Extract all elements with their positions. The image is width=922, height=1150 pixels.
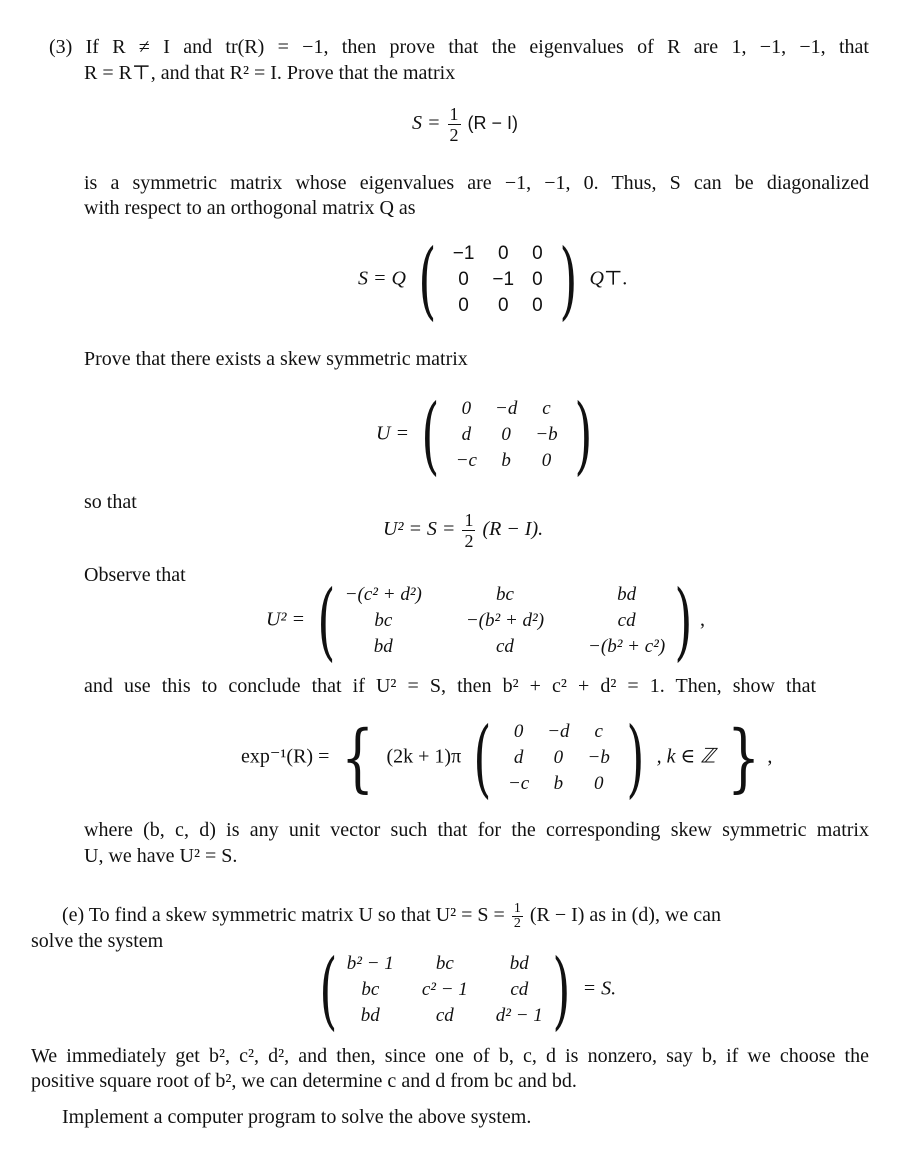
pe-immediate-line2: positive square root of b², we can determine c and d from bc and bd. xyxy=(31,1070,577,1092)
comma: , xyxy=(699,608,705,631)
cell: cd xyxy=(617,610,636,631)
exp-matrix xyxy=(499,719,619,797)
left-paren: ( xyxy=(418,231,437,329)
cell: bd xyxy=(373,636,393,657)
cell: b xyxy=(553,773,564,794)
cell: b² − 1 xyxy=(346,953,394,974)
p3-where-line1: where (b, c, d) is any unit vector such that for the corresponding skew symmetric matrix xyxy=(84,819,869,841)
cell: cd xyxy=(510,979,529,1000)
cell: −1 xyxy=(492,269,515,290)
p3-sym-line2: with respect to an orthogonal matrix Q as xyxy=(84,197,416,219)
eq-exp-lhs: exp⁻¹(R) = xyxy=(241,745,330,768)
cell: c xyxy=(542,398,551,419)
eq-u2-fraction xyxy=(462,510,475,551)
comma: , xyxy=(767,745,773,768)
eq-exp-inverse xyxy=(241,709,773,807)
cell: bd xyxy=(509,953,529,974)
eq-u2-rhs: (R − I). xyxy=(482,518,544,541)
cell: 0 xyxy=(532,243,543,264)
right-paren: ) xyxy=(674,572,693,670)
eq-diagonalization xyxy=(358,231,628,329)
cell: bc xyxy=(361,979,380,1000)
cell: −b xyxy=(535,424,558,445)
cell: −(b² + c²) xyxy=(588,636,666,657)
cell: 0 xyxy=(458,295,469,316)
frac-den: 2 xyxy=(449,125,459,145)
cell: 0 xyxy=(461,398,472,419)
left-paren: ( xyxy=(421,386,440,484)
left-brace: { xyxy=(341,715,375,801)
frac-den: 2 xyxy=(513,916,521,931)
cell: 0 xyxy=(541,450,552,471)
cell: c² − 1 xyxy=(421,979,468,1000)
cell: −d xyxy=(547,721,570,742)
p3-sym-line1: is a symmetric matrix whose eigenvalues are −1, −1, 0. Thus, S can be diagonalized xyxy=(84,172,869,194)
p3-observe: Observe that xyxy=(84,564,186,586)
cell: 0 xyxy=(532,295,543,316)
cell: −c xyxy=(507,773,530,794)
eq-exp-factor: (2k + 1)π xyxy=(386,745,462,768)
left-paren: ( xyxy=(319,941,338,1039)
system-matrix xyxy=(345,951,545,1029)
cell: bd xyxy=(360,1005,380,1026)
cell: −(c² + d²) xyxy=(344,584,422,605)
left-paren: ( xyxy=(473,709,492,807)
cell: bc xyxy=(374,610,393,631)
eq-u2-s xyxy=(383,510,543,551)
cell: 0 xyxy=(532,269,543,290)
frac-num: 1 xyxy=(513,901,521,916)
cell: d xyxy=(513,747,524,768)
cell: bc xyxy=(435,953,454,974)
cell: 0 xyxy=(513,721,524,742)
right-brace: } xyxy=(727,715,761,801)
cell: c xyxy=(594,721,603,742)
eq-s-fraction xyxy=(448,104,461,145)
eq-u-matrix xyxy=(376,386,599,484)
cell: 0 xyxy=(501,424,511,445)
eq-s-rhs: (R − I) xyxy=(467,113,519,134)
pe-line2: solve the system xyxy=(31,930,164,952)
cell: 0 xyxy=(593,773,604,794)
cell: d xyxy=(461,424,472,445)
p3-line2: R = R⊤, and that R² = I. Prove that the matrix xyxy=(84,62,456,84)
p3-conclude: and use this to conclude that if U² = S, then b² + c² + d² = 1. Then, show that xyxy=(84,675,816,697)
cell: −1 xyxy=(452,243,475,264)
eq-exp-tail: , k ∈ ℤ xyxy=(656,745,716,768)
eq-diag-rhs: Q⊤. xyxy=(589,267,628,290)
cell: cd xyxy=(495,636,514,657)
pe-immediate-line1: We immediately get b², c², d², and then, since one of b, c, d is nonzero, say b, if we choose the xyxy=(31,1045,869,1067)
pe-implement: Implement a computer program to solve the above system. xyxy=(62,1106,532,1128)
eq-u2-expansion xyxy=(266,572,705,670)
right-paren: ) xyxy=(574,386,593,484)
p3-where-line2: U, we have U² = S. xyxy=(84,845,238,867)
right-paren: ) xyxy=(552,941,571,1039)
u2-matrix xyxy=(343,582,667,660)
left-paren: ( xyxy=(317,572,336,670)
frac-den: 2 xyxy=(464,531,474,551)
right-paren: ) xyxy=(559,231,578,329)
pe-fraction xyxy=(512,902,523,931)
pe-line1-b: (R − I) as in (d), we can xyxy=(529,904,722,927)
pe-line1 xyxy=(62,902,869,931)
cell: cd xyxy=(435,1005,454,1026)
cell: −c xyxy=(455,450,477,471)
cell: bd xyxy=(617,584,637,605)
p3-line1: (3) If R ≠ I and tr(R) = −1, then prove that the eigenvalues of R are 1, −1, −1, that xyxy=(49,36,869,58)
pe-line1-a: (e) To find a skew symmetric matrix U so that U² = S = xyxy=(62,904,505,927)
cell: 0 xyxy=(497,243,509,264)
right-paren: ) xyxy=(626,709,645,807)
u-matrix xyxy=(447,396,567,474)
cell: d² − 1 xyxy=(495,1005,543,1026)
eq-u2-exp-lhs: U² = xyxy=(266,608,305,631)
eq-system-rhs: = S. xyxy=(582,977,617,1000)
eq-u-lhs: U = xyxy=(376,422,409,445)
p3-so-that: so that xyxy=(84,491,137,513)
cell: 0 xyxy=(553,747,564,768)
frac-num: 1 xyxy=(449,104,459,124)
cell: bc xyxy=(495,584,514,605)
cell: b xyxy=(501,450,511,471)
eq-s-definition xyxy=(412,104,518,145)
p3-skew-line: Prove that there exists a skew symmetric matrix xyxy=(84,348,468,370)
cell: 0 xyxy=(497,295,509,316)
eq-s-lhs: S = xyxy=(412,112,441,135)
frac-num: 1 xyxy=(464,510,474,530)
eq-system xyxy=(312,941,617,1039)
diag-matrix xyxy=(444,241,552,319)
cell: −d xyxy=(495,398,518,419)
cell: 0 xyxy=(458,269,469,290)
cell: −b xyxy=(587,747,610,768)
cell: −(b² + d²) xyxy=(465,610,545,631)
eq-u2-lhs: U² = S = xyxy=(383,518,456,541)
eq-diag-lhs: S = Q xyxy=(358,267,406,290)
